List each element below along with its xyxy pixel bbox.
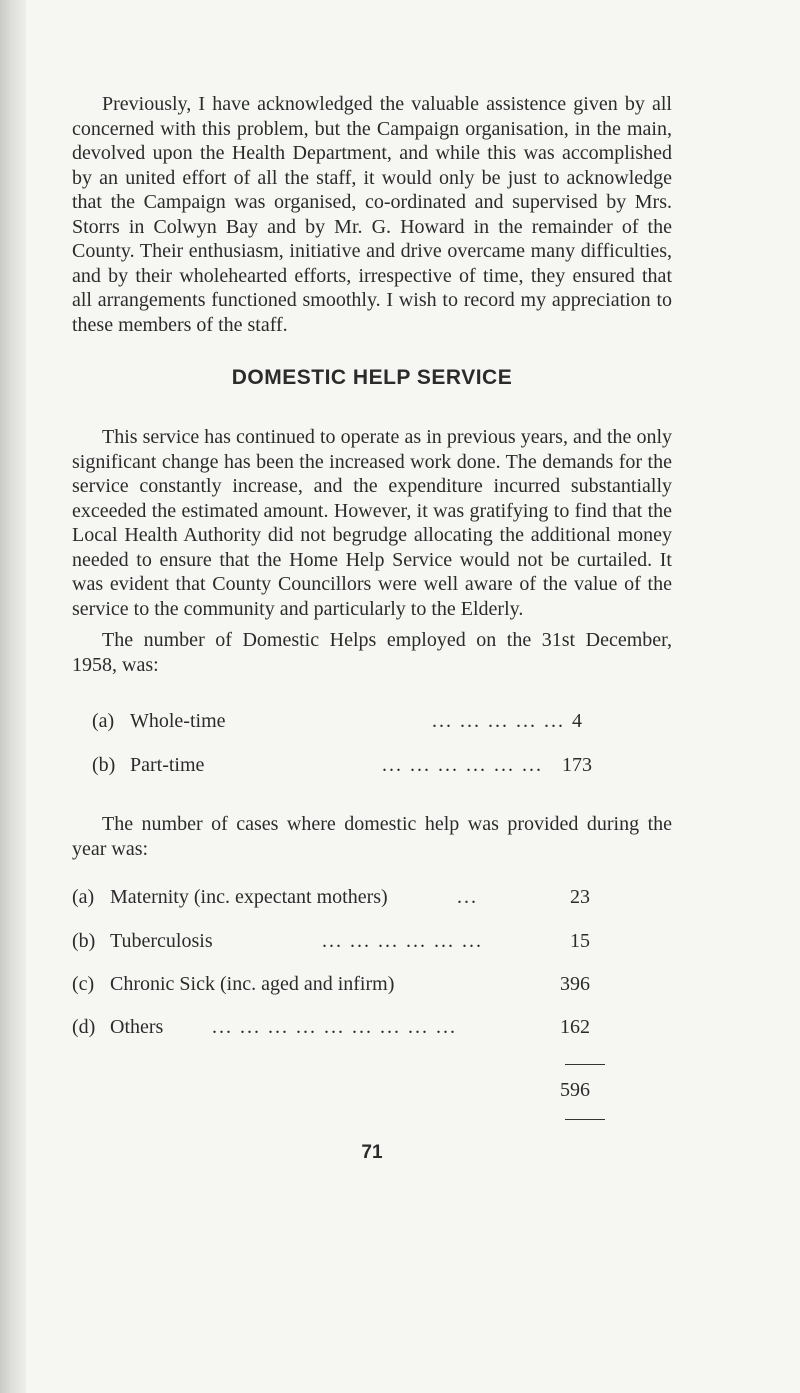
page-number: 71 bbox=[361, 1142, 383, 1163]
section-heading: DOMESTIC HELP SERVICE bbox=[231, 366, 513, 389]
service-paragraph: This service has continued to operate as in previous years, and the only significant change has been the increased work done. The demands for the service constantly increase, and the expenditure incurred substantially exceeded the estimated amount. However, it was gratifying to find that the Local Health Authority did not begrudge allocating the additional money needed to ensure that the Home Help Service would not be curtailed. It was evident that County Councillors were well aware of the value of the service to the community and particularly to the Elderly. bbox=[72, 426, 672, 620]
total-rule-bottom bbox=[565, 1119, 605, 1120]
book-spine-shadow bbox=[0, 0, 26, 1393]
employed-intro: The number of Domestic Helps employed on the 31st December, 1958, was: bbox=[72, 629, 672, 676]
total-rule-top bbox=[565, 1064, 605, 1065]
cases-intro: The number of cases where domestic help was provided during the year was: bbox=[72, 813, 672, 860]
employed-row-part-time: (b) Part-time ... ... ... ... ... ... 173 bbox=[92, 754, 592, 776]
cases-row-maternity: (a) Maternity (inc. expectant mothers) ... 23 bbox=[72, 886, 590, 908]
cases-row-others: (d) Others ... ... ... ... ... ... ... ... ... 162 bbox=[72, 1016, 590, 1038]
cases-row-tuberculosis: (b) Tuberculosis ... ... ... ... ... ... 15 bbox=[72, 930, 590, 952]
employed-row-whole-time: (a) Whole-time ... ... ... ... ... 4 bbox=[92, 710, 582, 732]
cases-row-chronic-sick: (c) Chronic Sick (inc. aged and infirm) 396 bbox=[72, 973, 590, 995]
cases-total: 596 bbox=[560, 1079, 590, 1101]
campaign-paragraph: Previously, I have acknowledged the valuable assistence given by all concerned with this problem, but the Campaign organisation, in the main, devolved upon the Health Department, and while this was accomplished by an united effort of all the staff, it would only be just to acknowledge that the Campaign was organised, co-ordinated and supervised by Mrs. Storrs in Colwyn Bay and by Mr. G. Howard in the remainder of the County. Their enthusiasm, initiative and drive overcame many difficulties, and by their wholehearted efforts, irrespective of time, they ensured that all arrangements functioned smoothly. I wish to record my appreciation to these members of the staff. bbox=[72, 93, 672, 336]
